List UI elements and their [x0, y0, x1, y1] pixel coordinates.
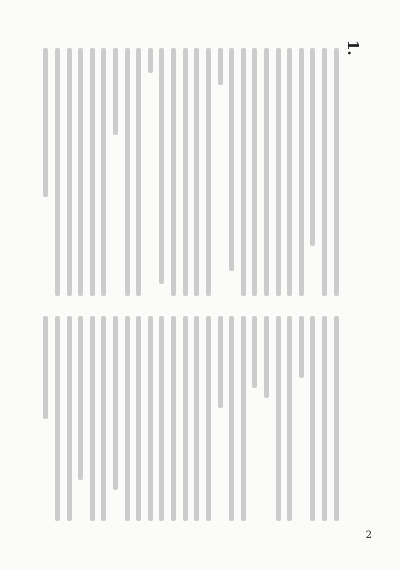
text-line [125, 316, 130, 521]
text-line [125, 48, 130, 296]
text-line [252, 316, 257, 388]
text-line [43, 48, 48, 197]
text-line [299, 316, 304, 378]
text-line [171, 316, 176, 521]
text-line [322, 48, 327, 296]
text-line [78, 48, 83, 296]
text-line [67, 48, 72, 296]
text-line [229, 316, 234, 521]
text-line [241, 48, 246, 296]
text-line [159, 316, 164, 521]
text-line [148, 48, 153, 73]
text-line [113, 48, 118, 135]
text-line [206, 316, 211, 521]
text-line [276, 316, 281, 521]
text-line [229, 48, 234, 271]
text-line [55, 316, 60, 521]
text-line [101, 48, 106, 296]
text-line [159, 48, 164, 284]
text-line [310, 48, 315, 246]
section-number: 1. [344, 40, 362, 56]
page-number: 2 [365, 530, 372, 541]
text-line [194, 48, 199, 296]
text-line [218, 316, 223, 408]
text-line [183, 316, 188, 521]
text-line [206, 48, 211, 296]
text-line [299, 48, 304, 296]
text-line [218, 48, 223, 85]
text-line [264, 48, 269, 296]
text-line [241, 316, 246, 521]
text-line [148, 316, 153, 521]
text-line [310, 316, 315, 521]
text-line [276, 48, 281, 296]
text-line [194, 316, 199, 521]
text-line [113, 316, 118, 490]
text-line [101, 316, 106, 521]
text-line [264, 316, 269, 398]
text-line [43, 316, 48, 419]
text-line [67, 316, 72, 521]
lower-text-block [40, 316, 342, 521]
text-line [171, 48, 176, 296]
upper-text-block [40, 48, 342, 296]
text-line [334, 316, 339, 521]
text-line [322, 316, 327, 521]
text-line [183, 48, 188, 296]
text-line [90, 48, 95, 296]
text-line [90, 316, 95, 521]
text-line [55, 48, 60, 296]
text-line [287, 48, 292, 296]
text-line [334, 48, 339, 296]
text-line [287, 316, 292, 521]
text-line [252, 48, 257, 296]
text-line [136, 48, 141, 296]
text-line [78, 316, 83, 480]
text-line [136, 316, 141, 521]
